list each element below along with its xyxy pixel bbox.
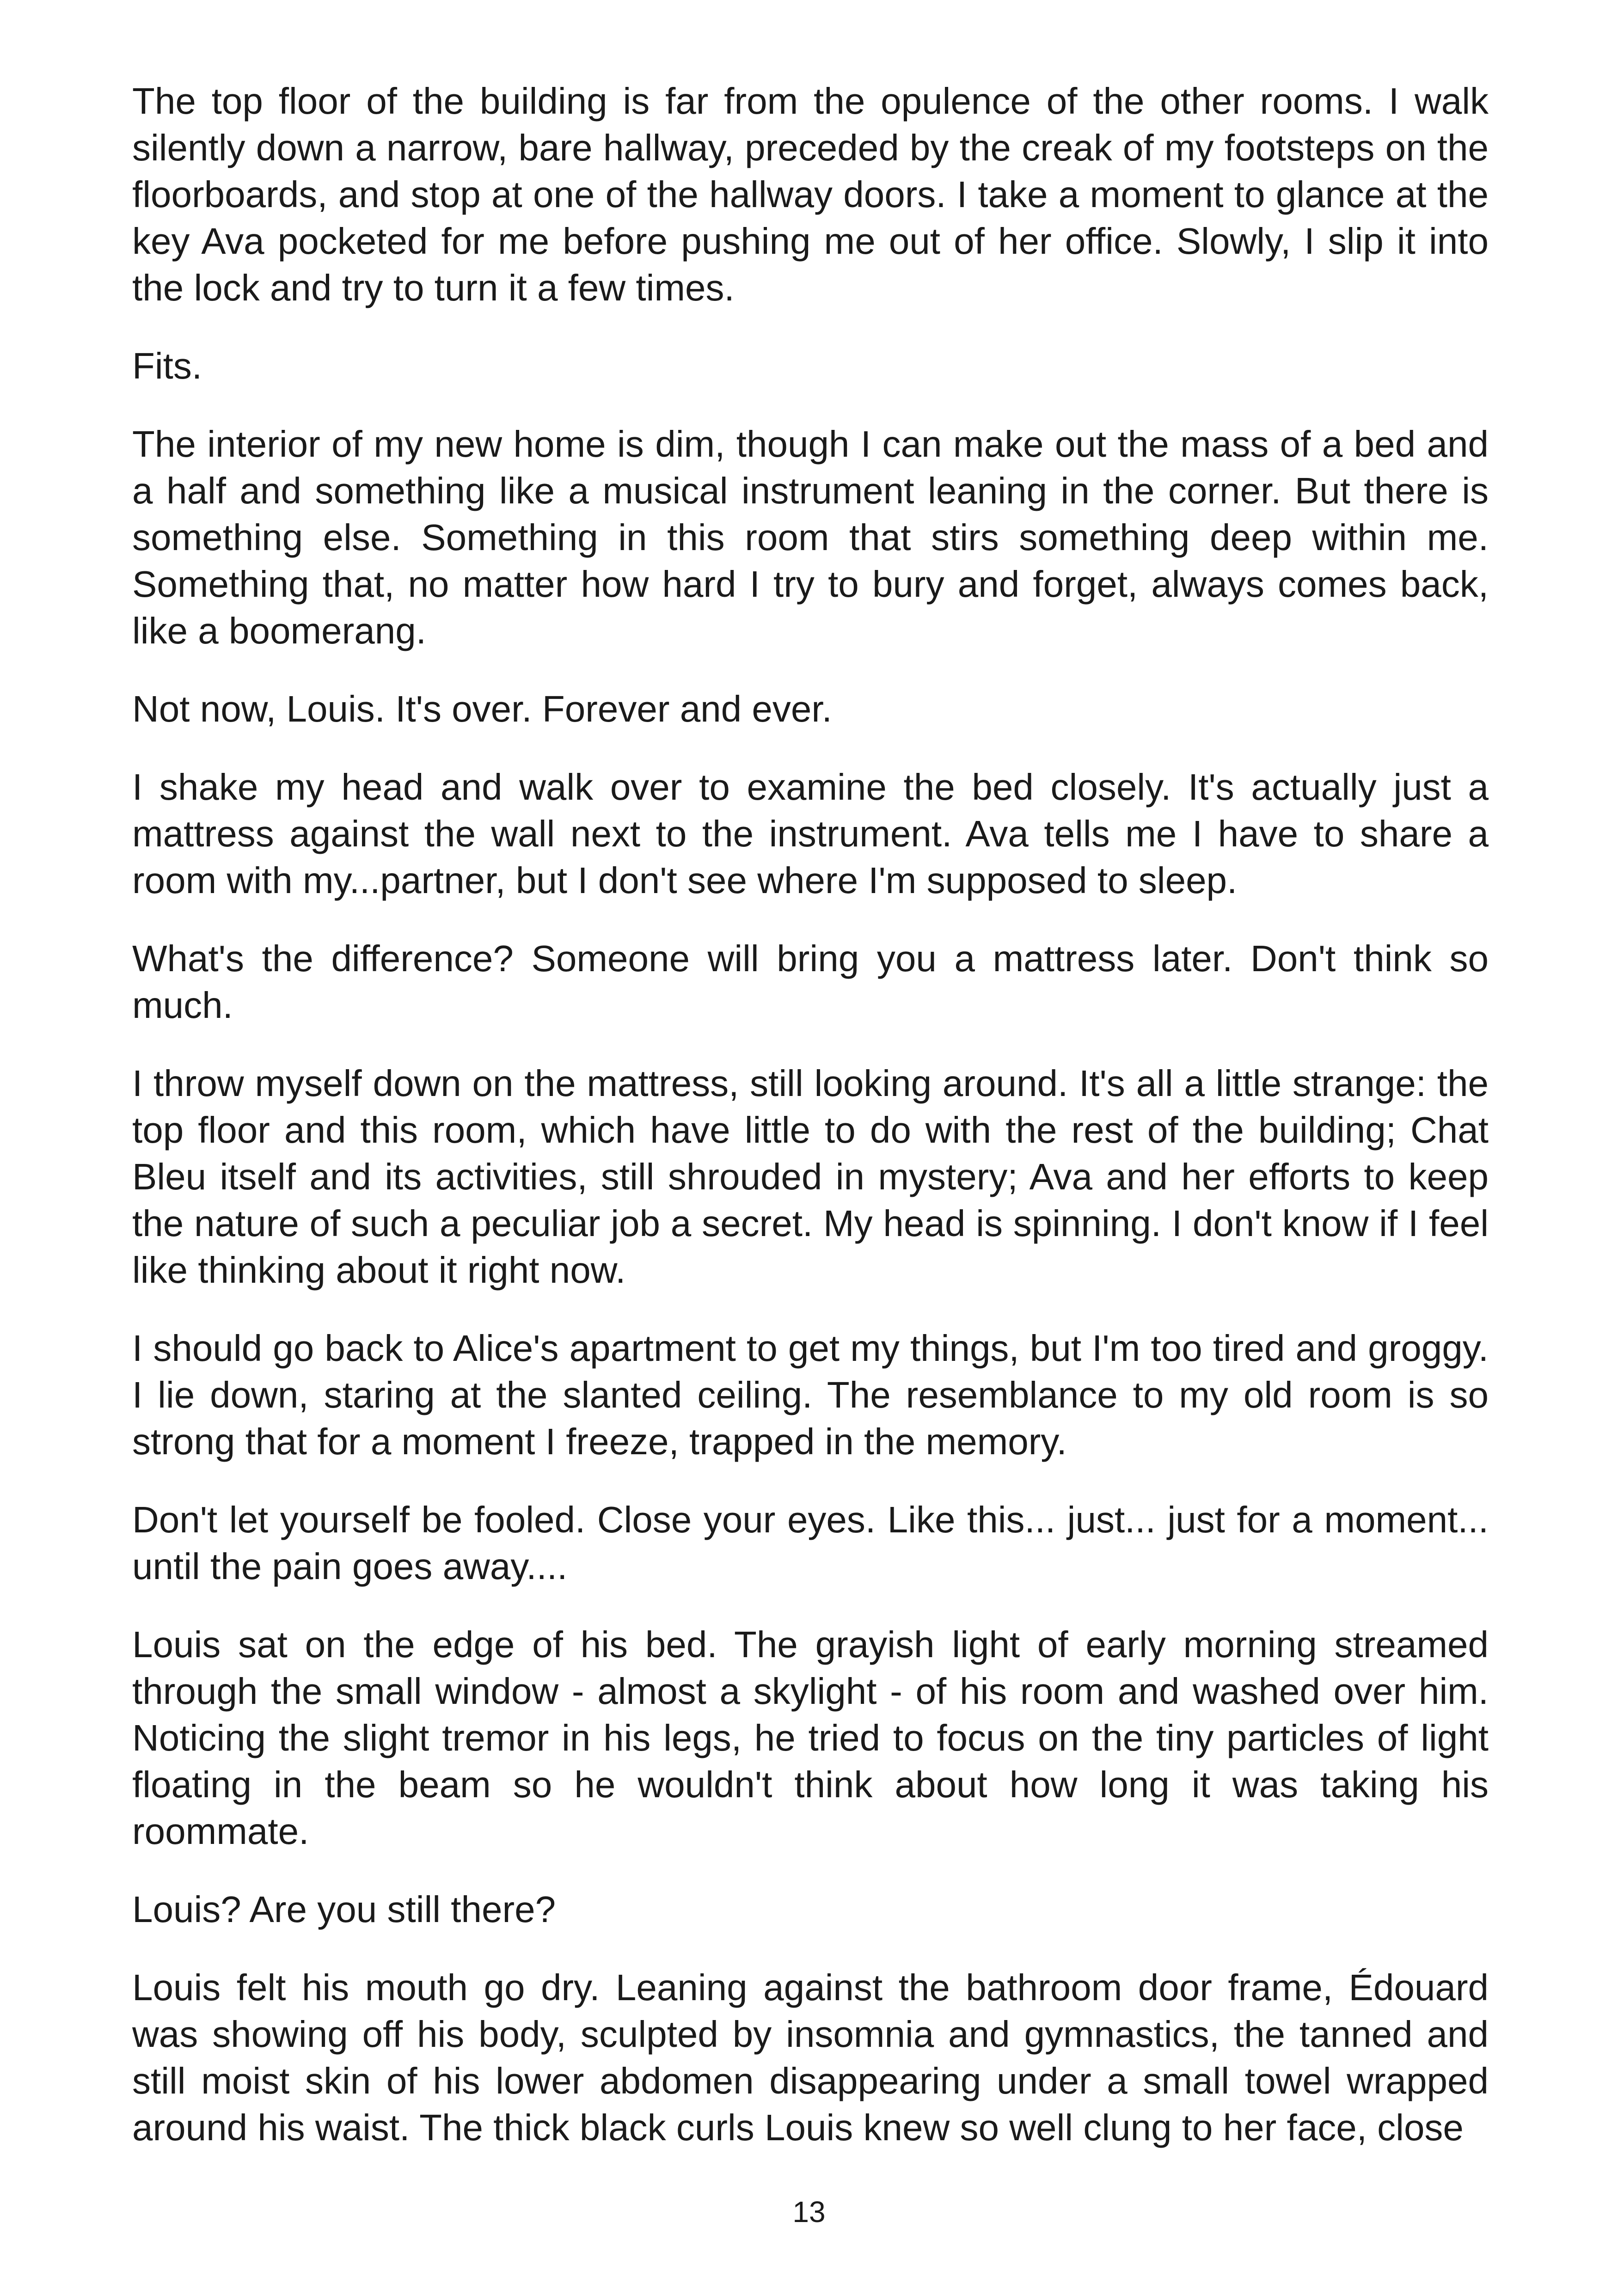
paragraph: The interior of my new home is dim, though I can make out the mass of a bed and a half and something like a musical instrument leaning in the corner. But there is something else. Something in this room that stirs something deep within me. Something that, no matter how hard I try to bury and forget, always comes back, like a boomerang.: [132, 423, 1489, 651]
paragraph: I shake my head and walk over to examine the bed closely. It's actually just a mattress against the wall next to the instrument. Ava tells me I have to share a room with my...partner, but I don't see where I'm supposed to sleep.: [132, 766, 1489, 901]
paragraph: Not now, Louis. It's over. Forever and ever.: [132, 688, 832, 729]
paragraph: The top floor of the building is far from the opulence of the other rooms. I walk silently down a narrow, bare hallway, preceded by the creak of my footsteps on the floorboards, and stop at one of the hallway doors. I take a moment to glance at the key Ava pocketed for me before pushing me out of her office. Slowly, I slip it into the lock and try to turn it a few times.: [132, 80, 1489, 308]
body-text: [132, 78, 1489, 2182]
paragraph: Louis felt his mouth go dry. Leaning against the bathroom door frame, Édouard was showing off his body, sculpted by insomnia and gymnastics, the tanned and still moist skin of his lower abdomen disappearing under a small towel wrapped around his waist. The thick black curls Louis knew so well clung to her face, close: [132, 1967, 1489, 2148]
paragraph: Don't let yourself be fooled. Close your eyes. Like this... just... just for a moment... until the pain goes away....: [132, 1499, 1489, 1587]
page-number: 13: [792, 2195, 826, 2229]
paragraph: Fits.: [132, 345, 202, 386]
paragraph: I throw myself down on the mattress, still looking around. It's all a little strange: the top floor and this room, which have little to do with the rest of the building; Chat Bleu itself and its activities, still shrouded in mystery; Ava and her efforts to keep the nature of such a peculiar job a secret. My head is spinning. I don't know if I feel like thinking about it right now.: [132, 1063, 1489, 1291]
paragraph: Louis? Are you still there?: [132, 1889, 556, 1930]
paragraph: What's the difference? Someone will bring you a mattress later. Don't think so much.: [132, 938, 1489, 1026]
paragraph: Louis sat on the edge of his bed. The grayish light of early morning streamed through the small window - almost a skylight - of his room and washed over him. Noticing the slight tremor in his legs, he tried to focus on the tiny particles of light floating in the beam so he wouldn't think about how long it was taking his roommate.: [132, 1624, 1489, 1852]
paragraph: I should go back to Alice's apartment to get my things, but I'm too tired and groggy. I lie down, staring at the slanted ceiling. The resemblance to my old room is so strong that for a moment I freeze, trapped in the memory.: [132, 1328, 1489, 1462]
